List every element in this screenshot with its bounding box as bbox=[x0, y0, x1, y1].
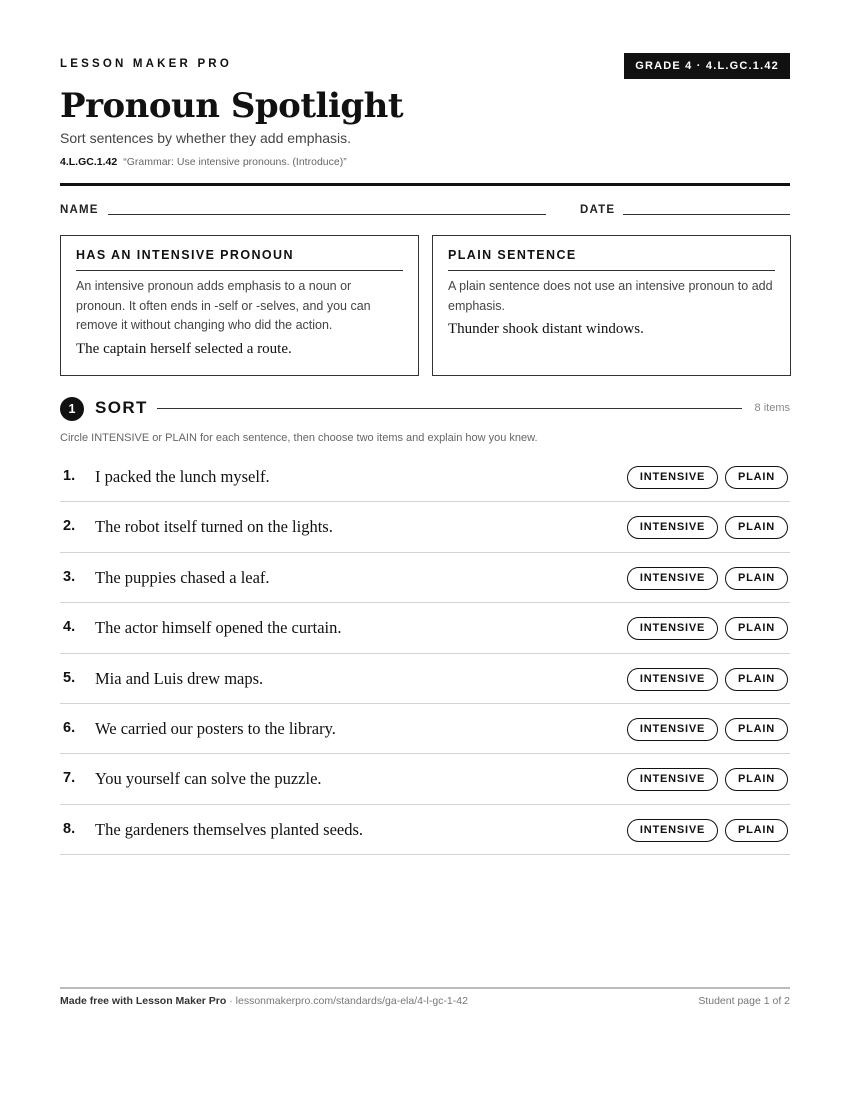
item-number: 8. bbox=[63, 820, 76, 837]
item-sentence: We carried our posters to the library. bbox=[95, 718, 336, 738]
item-sentence: You yourself can solve the puzzle. bbox=[95, 769, 322, 789]
plain-choice[interactable]: PLAIN bbox=[725, 567, 788, 590]
footer-made-with: Made free with Lesson Maker Pro bbox=[60, 995, 227, 1007]
definition-box-plain bbox=[432, 235, 791, 376]
definition-body: A plain sentence does not use an intensive pronoun to add emphasis. bbox=[448, 279, 773, 313]
item-number: 7. bbox=[63, 770, 76, 787]
grade-badge: GRADE 4 · 4.L.GC.1.42 bbox=[624, 53, 790, 79]
definition-example: Thunder shook distant windows. bbox=[448, 321, 644, 337]
item-sentence: The robot itself turned on the lights. bbox=[95, 517, 333, 537]
item-sentence: Mia and Luis drew maps. bbox=[95, 668, 264, 688]
plain-choice[interactable]: PLAIN bbox=[725, 617, 788, 640]
footer-page-number: Student page 1 of 2 bbox=[698, 995, 790, 1007]
intensive-choice[interactable]: INTENSIVE bbox=[627, 567, 718, 590]
item-number: 6. bbox=[63, 719, 76, 736]
plain-choice[interactable]: PLAIN bbox=[725, 516, 788, 539]
definition-heading: PLAIN SENTENCE bbox=[448, 248, 775, 271]
definition-box-intensive bbox=[60, 235, 419, 376]
standard-description: “Grammar: Use intensive pronouns. (Introduce)” bbox=[123, 156, 347, 168]
standard-line bbox=[60, 156, 347, 168]
section-item-count: 8 items bbox=[754, 402, 790, 414]
footer-credit bbox=[60, 995, 468, 1007]
name-field[interactable] bbox=[108, 214, 546, 215]
section-title: SORT bbox=[95, 398, 148, 417]
sort-item bbox=[60, 603, 790, 653]
item-sentence: The gardeners themselves planted seeds. bbox=[95, 819, 364, 839]
plain-choice[interactable]: PLAIN bbox=[725, 768, 788, 791]
plain-choice[interactable]: PLAIN bbox=[725, 466, 788, 489]
item-number: 4. bbox=[63, 619, 76, 636]
sort-item bbox=[60, 704, 790, 754]
brand-name: LESSON MAKER PRO bbox=[60, 58, 232, 70]
footer-url[interactable]: · lessonmakerpro.com/standards/ga-ela/4-l-gc-1-42 bbox=[226, 995, 468, 1007]
sort-item-list bbox=[60, 452, 790, 855]
intensive-choice[interactable]: INTENSIVE bbox=[627, 668, 718, 691]
definition-example: The captain herself selected a route. bbox=[76, 340, 292, 357]
item-number: 1. bbox=[63, 468, 76, 484]
definition-heading: HAS AN INTENSIVE PRONOUN bbox=[76, 248, 403, 271]
item-number: 3. bbox=[63, 568, 76, 585]
definition-body: An intensive pronoun adds emphasis to a noun or pronoun. It often ends in -self or -selves, and you can remove it without changing who did the action. bbox=[76, 279, 371, 332]
item-sentence: The actor himself opened the curtain. bbox=[95, 618, 342, 638]
item-number: 2. bbox=[63, 518, 76, 535]
date-field[interactable] bbox=[623, 214, 790, 215]
plain-choice[interactable]: PLAIN bbox=[725, 718, 788, 741]
intensive-choice[interactable]: INTENSIVE bbox=[627, 466, 718, 489]
sort-item bbox=[60, 452, 790, 502]
sort-item bbox=[60, 502, 790, 552]
plain-choice[interactable]: PLAIN bbox=[725, 668, 788, 691]
intensive-choice[interactable]: INTENSIVE bbox=[627, 718, 718, 741]
item-number: 5. bbox=[63, 669, 76, 686]
section-instructions: Circle INTENSIVE or PLAIN for each sentence, then choose two items and explain how you knew. bbox=[60, 432, 538, 444]
intensive-choice[interactable]: INTENSIVE bbox=[627, 768, 718, 791]
section-number-badge: 1 bbox=[60, 397, 84, 421]
footer-divider bbox=[60, 987, 790, 989]
worksheet-page bbox=[60, 0, 790, 1100]
intensive-choice[interactable]: INTENSIVE bbox=[627, 617, 718, 640]
page-title: Pronoun Spotlight bbox=[60, 86, 404, 126]
sort-item bbox=[60, 754, 790, 804]
sort-item bbox=[60, 805, 790, 855]
sort-item bbox=[60, 654, 790, 704]
header-divider bbox=[60, 183, 790, 186]
section-rule bbox=[157, 408, 742, 409]
intensive-choice[interactable]: INTENSIVE bbox=[627, 819, 718, 842]
item-sentence: I packed the lunch myself. bbox=[95, 467, 270, 486]
item-sentence: The puppies chased a leaf. bbox=[95, 567, 270, 587]
date-label: DATE bbox=[580, 204, 616, 216]
sort-item bbox=[60, 553, 790, 603]
intensive-choice[interactable]: INTENSIVE bbox=[627, 516, 718, 539]
name-label: NAME bbox=[60, 204, 99, 216]
standard-code: 4.L.GC.1.42 bbox=[60, 156, 118, 168]
page-subtitle: Sort sentences by whether they add emphasis. bbox=[60, 130, 352, 146]
plain-choice[interactable]: PLAIN bbox=[725, 819, 788, 842]
